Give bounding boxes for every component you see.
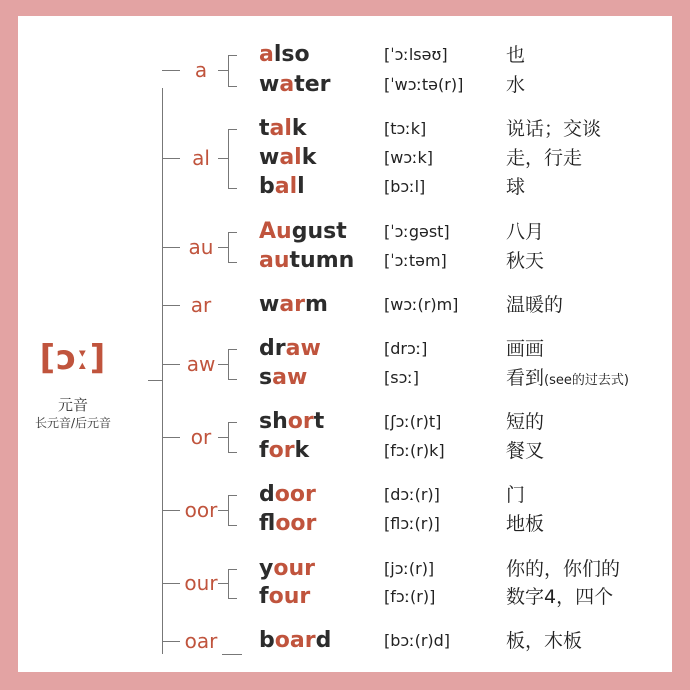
spelling-label: al — [192, 146, 210, 170]
highlighted-letters: oor — [274, 482, 316, 507]
meaning-text: 温暖的 — [506, 294, 564, 316]
spelling-label: our — [184, 571, 218, 595]
tree-stem — [162, 88, 163, 654]
vocab-word — [259, 482, 316, 508]
branch-tick — [162, 247, 180, 248]
vocab-word — [259, 116, 307, 142]
ipa-transcription: [ˈɔːtəm] — [384, 251, 447, 270]
meaning-text: 板，木板 — [506, 630, 583, 652]
word-part: y — [259, 556, 274, 581]
meaning-text: 水 — [506, 74, 526, 96]
vocab-word — [259, 365, 307, 391]
word-bracket — [228, 55, 237, 87]
chinese-meaning — [506, 584, 613, 613]
spelling-label: aw — [186, 351, 216, 376]
highlighted-letters: our — [268, 584, 311, 609]
spelling-label: au — [188, 234, 214, 259]
chinese-meaning — [506, 628, 582, 657]
word-part: s — [259, 365, 273, 390]
bracket-tick — [222, 654, 242, 655]
word-bracket — [228, 495, 237, 526]
chinese-meaning — [506, 556, 620, 585]
ipa-transcription: [ˈɔːlsəʊ] — [384, 45, 448, 64]
vocab-word — [259, 42, 310, 68]
chinese-meaning — [506, 116, 601, 145]
vocab-word — [259, 174, 305, 200]
chinese-meaning — [506, 145, 582, 174]
vocab-word — [259, 438, 309, 464]
bracket-tick — [218, 510, 228, 511]
ipa-transcription: [ˈwɔːtə(r)] — [384, 75, 464, 94]
meaning-text: 你的，你们的 — [506, 558, 621, 580]
vocab-word — [259, 511, 316, 537]
chinese-meaning — [506, 219, 544, 248]
branch-tick — [162, 158, 180, 159]
bracket-tick — [218, 70, 228, 71]
chinese-meaning — [506, 409, 544, 438]
ipa-transcription: [fɔː(r)] — [384, 587, 436, 606]
word-part: w — [259, 292, 280, 317]
highlighted-letters: al — [279, 145, 302, 170]
word-part: k — [301, 145, 317, 170]
vocab-word — [259, 584, 310, 610]
word-part: sh — [259, 409, 288, 434]
spelling-label: ar — [190, 293, 212, 317]
ipa-transcription: [dɔː(r)] — [384, 485, 440, 504]
highlighted-letters: al — [269, 116, 292, 141]
ipa-transcription: [sɔː] — [384, 368, 419, 387]
vocab-word — [259, 145, 316, 171]
ipa-transcription: [flɔː(r)] — [384, 514, 440, 533]
phoneme-symbol: [ɔː] — [39, 338, 107, 378]
meaning-text: 门 — [506, 484, 526, 506]
chinese-meaning — [506, 248, 544, 277]
ipa-transcription: [ʃɔː(r)t] — [384, 412, 442, 431]
meaning-text: 餐叉 — [506, 440, 545, 462]
vowel-title: 元音 — [57, 396, 88, 414]
vocab-word — [259, 248, 354, 274]
word-part: d — [259, 482, 275, 507]
word-part: m — [305, 292, 328, 317]
highlighted-letters: a — [259, 42, 274, 67]
word-part: k — [294, 438, 310, 463]
highlighted-letters: al — [274, 174, 298, 199]
word-part: dr — [259, 336, 286, 361]
ipa-transcription: [bɔːl] — [384, 177, 426, 196]
chinese-meaning — [506, 42, 525, 71]
meaning-text: 看到 — [506, 367, 545, 389]
word-part: fl — [259, 511, 276, 536]
chinese-meaning — [506, 72, 525, 101]
bracket-tick — [218, 364, 228, 365]
ipa-transcription: [fɔː(r)k] — [384, 441, 445, 460]
vocab-word — [259, 292, 328, 318]
word-part: b — [259, 174, 275, 199]
branch-tick — [162, 641, 180, 642]
highlighted-letters: ar — [279, 292, 306, 317]
ipa-transcription: [ˈɔːgəst] — [384, 222, 450, 241]
highlighted-letters: aw — [285, 336, 321, 361]
meaning-text: 也 — [506, 44, 526, 66]
branch-tick — [162, 364, 180, 365]
word-part: gust — [291, 219, 347, 244]
meaning-text: 球 — [506, 176, 526, 198]
bracket-tick — [218, 583, 228, 584]
highlighted-letters: au — [259, 248, 290, 273]
word-part: lso — [273, 42, 310, 67]
meaning-text: 地板 — [506, 513, 545, 535]
word-part: b — [259, 628, 275, 653]
ipa-transcription: [wɔː(r)m] — [384, 295, 459, 314]
chinese-meaning — [506, 174, 525, 203]
word-bracket — [228, 569, 237, 599]
word-part: t — [259, 116, 270, 141]
ipa-transcription: [tɔːk] — [384, 119, 427, 138]
connector-line — [148, 380, 162, 381]
word-part: f — [259, 584, 269, 609]
spelling-label: oor — [184, 497, 218, 522]
branch-tick — [162, 305, 180, 306]
meaning-note: (see的过去式) — [544, 373, 629, 388]
spelling-label: or — [190, 424, 212, 449]
chinese-meaning — [506, 365, 629, 394]
highlighted-letters: our — [273, 556, 315, 581]
branch-tick — [162, 437, 180, 438]
chinese-meaning — [506, 292, 563, 321]
word-part: f — [259, 438, 269, 463]
word-bracket — [228, 349, 237, 380]
vocab-word — [259, 556, 315, 582]
vocab-word — [259, 336, 321, 362]
word-part: tumn — [289, 248, 355, 273]
word-part: l — [297, 174, 305, 199]
word-part: w — [259, 145, 280, 170]
word-part: d — [315, 628, 332, 653]
meaning-text: 秋天 — [506, 250, 545, 272]
ipa-transcription: [jɔː(r)] — [384, 559, 435, 578]
vocab-word — [259, 409, 324, 435]
highlighted-letters: aw — [272, 365, 308, 390]
meaning-text: 数字4，四个 — [506, 586, 614, 608]
ipa-transcription: [drɔː] — [384, 339, 428, 358]
word-bracket — [228, 422, 237, 453]
word-part: k — [291, 116, 307, 141]
highlighted-letters: or — [287, 409, 314, 434]
meaning-text: 短的 — [506, 411, 545, 433]
bracket-tick — [218, 158, 228, 159]
branch-tick — [162, 70, 180, 71]
highlighted-letters: a — [279, 72, 295, 97]
meaning-text: 画画 — [506, 338, 545, 360]
highlighted-letters: or — [268, 438, 295, 463]
ipa-transcription: [wɔːk] — [384, 148, 434, 167]
bracket-tick — [218, 247, 228, 248]
vowel-card — [18, 16, 672, 672]
chinese-meaning — [506, 438, 544, 467]
highlighted-letters: Au — [259, 219, 292, 244]
word-bracket — [228, 232, 237, 263]
vocab-word — [259, 219, 347, 245]
branch-tick — [162, 510, 180, 511]
bracket-tick — [218, 437, 228, 438]
spelling-label: oar — [184, 629, 218, 653]
chinese-meaning — [506, 482, 525, 511]
word-part: ter — [294, 72, 331, 97]
word-part: t — [313, 409, 325, 434]
word-bracket — [228, 129, 237, 189]
highlighted-letters: oor — [275, 511, 317, 536]
spelling-label: a — [194, 58, 208, 82]
meaning-text: 八月 — [506, 221, 545, 243]
highlighted-letters: oar — [274, 628, 316, 653]
vocab-word — [259, 72, 330, 98]
ipa-transcription: [bɔː(r)d] — [384, 631, 451, 650]
meaning-text: 说话；交谈 — [506, 118, 602, 140]
chinese-meaning — [506, 511, 544, 540]
vowel-subtitle: 长元音/后元音 — [34, 416, 112, 430]
chinese-meaning — [506, 336, 544, 365]
meaning-text: 走，行走 — [506, 147, 583, 169]
word-part: w — [259, 72, 280, 97]
branch-tick — [162, 583, 180, 584]
vocab-word — [259, 628, 331, 654]
